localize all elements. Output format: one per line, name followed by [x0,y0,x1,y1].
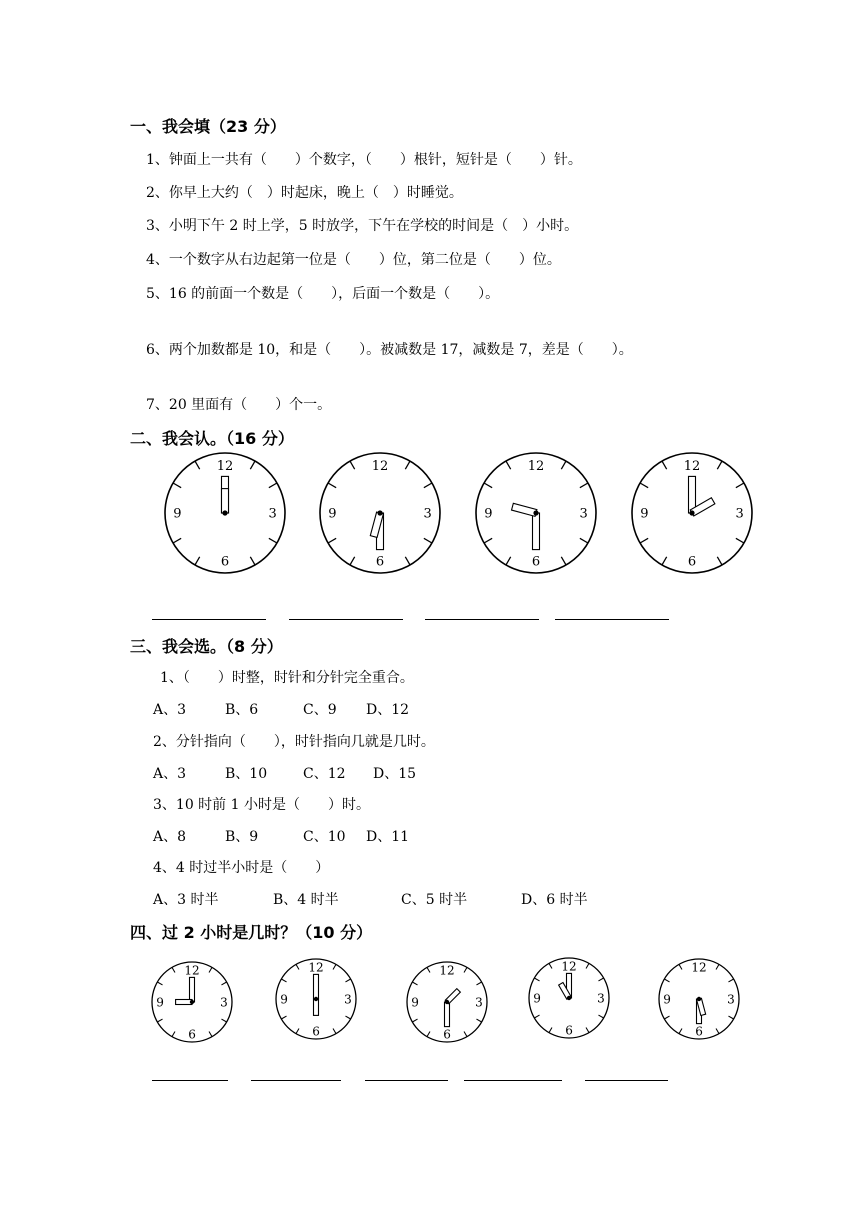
clock-number-3: 3 [220,995,228,1010]
minute-hand [314,974,319,999]
clock-number-9: 9 [663,992,671,1007]
clock-number-12: 12 [308,960,324,975]
fill-question-4: 4、一个数字从右边起第一位是（ ）位，第二位是（ ）位。 [146,252,561,268]
clock-number-9: 9 [640,506,649,522]
clock-face-1 [164,452,286,574]
fill-question-5: 5、16 的前面一个数是（ ），后面一个数是（ ）。 [146,286,500,302]
clock-face-4 [631,452,753,574]
option-4b[interactable]: B、4 时半 [273,892,339,908]
clock-number-12: 12 [683,459,701,475]
answer-line-5[interactable] [152,1080,228,1081]
option-2d[interactable]: D、15 [373,766,417,782]
option-1b[interactable]: B、6 [225,702,259,718]
clock-number-3: 3 [423,506,432,522]
option-3b[interactable]: B、9 [225,829,259,845]
clock-number-9: 9 [156,995,164,1010]
minute-hand [445,1002,450,1027]
clock-number-12: 12 [439,963,455,978]
clock-number-6: 6 [695,1024,703,1039]
clock-center-dot [533,510,538,515]
answer-line-6[interactable] [251,1080,341,1081]
clock-number-9: 9 [533,991,541,1006]
fill-question-7: 7、20 里面有（ ）个一。 [146,397,332,413]
clock-center-dot [697,997,701,1001]
answer-line-1[interactable] [152,619,266,620]
clock-number-6: 6 [531,554,541,570]
clock-center-dot [377,510,382,515]
clock-number-12: 12 [691,960,707,975]
option-3c[interactable]: C、10 [303,829,346,845]
section1-heading: 一、我会填（23 分） [130,117,286,136]
fill-question-1: 1、钟面上一共有（ ）个数字，（ ）根针，短针是（ ）针。 [146,152,582,168]
option-1c[interactable]: C、9 [303,702,337,718]
clock-center-dot [567,996,571,1000]
clock-number-6: 6 [375,554,385,570]
hour-hand [176,1000,192,1005]
choice-question-3: 3、10 时前 1 小时是（ ）时。 [153,797,370,813]
minute-hand [190,977,195,1002]
option-1a[interactable]: A、3 [153,702,187,718]
clock-number-12: 12 [527,459,545,475]
answer-line-2[interactable] [289,619,403,620]
clock-number-12: 12 [561,959,577,974]
fill-question-6: 6、两个加数都是 10，和是（ ）。被减数是 17，减数是 7，差是（ ）。 [146,342,633,358]
section3-heading: 三、我会选。（8 分） [130,637,283,656]
choice-question-2: 2、分针指向（ ），时针指向几就是几时。 [153,734,435,750]
minute-hand [533,513,540,550]
option-3a[interactable]: A、8 [153,829,187,845]
option-2b[interactable]: B、10 [225,766,268,782]
option-4d[interactable]: D、6 时半 [521,892,588,908]
clock-number-6: 6 [565,1023,573,1038]
small-clock-face-2 [275,958,357,1040]
small-clock-face-3 [406,961,488,1043]
section2-heading: 二、我会认。（16 分） [130,429,294,448]
clock-number-3: 3 [735,506,744,522]
small-clock-face-1 [151,961,233,1043]
clock-face-2 [319,452,441,574]
clock-number-9: 9 [280,992,288,1007]
clock-center-dot [689,510,694,515]
clock-number-12: 12 [371,459,389,475]
clock-number-3: 3 [344,992,352,1007]
option-2c[interactable]: C、12 [303,766,346,782]
fill-question-3: 3、小明下午 2 时上学，5 时放学，下午在学校的时间是（ ）小时。 [146,218,579,234]
option-4c[interactable]: C、5 时半 [401,892,468,908]
clock-center-dot [314,997,318,1001]
hour-hand [314,999,319,1015]
clock-center-dot [190,1000,194,1004]
small-clock-face-5 [658,958,740,1040]
clock-number-3: 3 [579,506,588,522]
answer-line-3[interactable] [425,619,539,620]
clock-number-3: 3 [475,995,483,1010]
fill-question-2: 2、你早上大约（ ）时起床，晚上（ ）时睡觉。 [146,185,463,201]
answer-line-4[interactable] [555,619,669,620]
clock-center-dot [222,510,227,515]
hour-hand [222,489,229,513]
clock-number-6: 6 [220,554,230,570]
clock-number-6: 6 [188,1027,196,1042]
clock-number-12: 12 [216,459,234,475]
clock-number-9: 9 [173,506,182,522]
clock-number-12: 12 [184,963,200,978]
small-clock-face-4 [528,957,610,1039]
clock-face-3 [475,452,597,574]
option-1d[interactable]: D、12 [366,702,410,718]
option-2a[interactable]: A、3 [153,766,187,782]
section4-heading: 四、过 2 小时是几时？（10 分） [130,923,373,942]
clock-number-6: 6 [687,554,697,570]
answer-line-9[interactable] [585,1080,668,1081]
clock-number-3: 3 [597,991,605,1006]
choice-question-1: 1、（ ）时整，时针和分针完全重合。 [160,670,414,686]
clock-number-3: 3 [268,506,277,522]
option-3d[interactable]: D、11 [366,829,410,845]
answer-line-7[interactable] [365,1080,448,1081]
clock-number-9: 9 [484,506,493,522]
clock-center-dot [445,1000,449,1004]
clock-number-9: 9 [328,506,337,522]
clock-number-3: 3 [727,992,735,1007]
choice-question-4: 4、4 时过半小时是（ ） [153,860,330,876]
answer-line-8[interactable] [464,1080,562,1081]
clock-number-6: 6 [312,1024,320,1039]
option-4a[interactable]: A、3 时半 [153,892,219,908]
clock-number-9: 9 [411,995,419,1010]
clock-number-6: 6 [443,1027,451,1042]
